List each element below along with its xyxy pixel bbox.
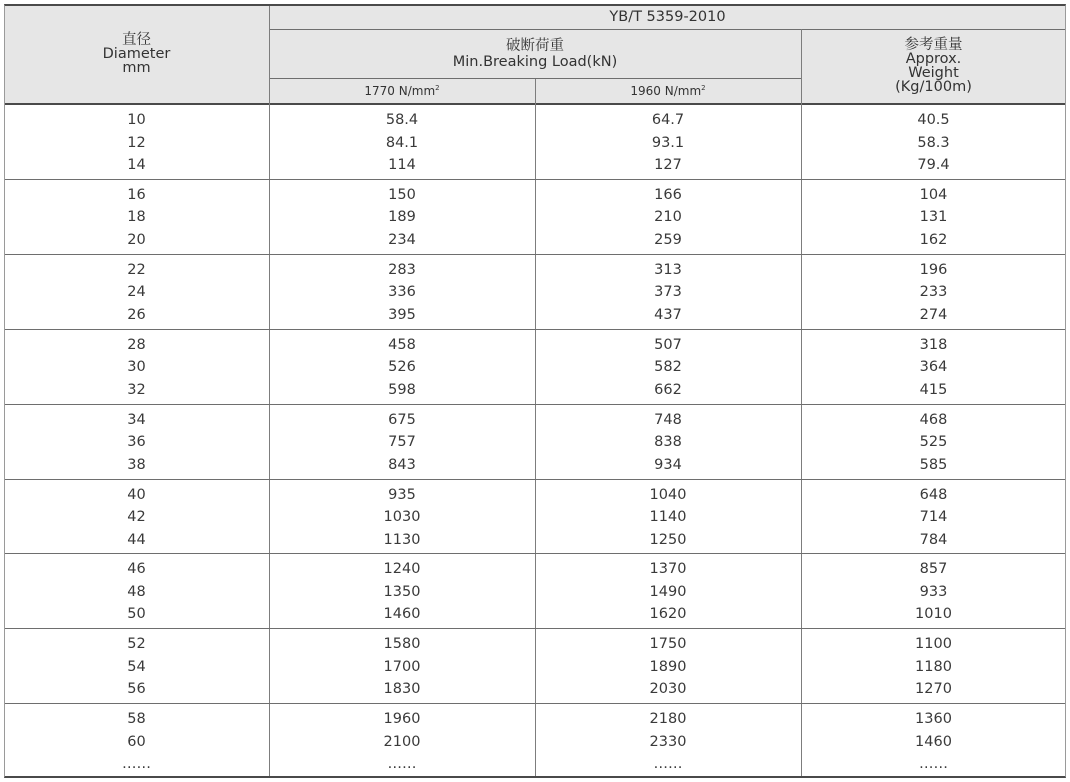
weight-header-en-1: Approx.	[905, 51, 962, 67]
load-1770-cell: 1960	[383, 711, 421, 727]
load-1770-cell: 526	[388, 359, 416, 375]
diameter-cell: 30	[127, 359, 146, 375]
weight-cell: 1270	[915, 681, 952, 697]
diameter-cell: 28	[127, 337, 146, 353]
load-1770-cell: ……	[387, 756, 417, 772]
breaking-load-header-en: Min.Breaking Load(kN)	[452, 54, 618, 70]
load-1960-cell: 1250	[649, 532, 687, 548]
weight-cell: 525	[919, 434, 948, 450]
grade-1770-unit-exponent: 2	[435, 84, 440, 92]
diameter-cell: 24	[127, 284, 146, 300]
load-1770-cell: 1830	[383, 681, 421, 697]
load-1770-cell: 234	[388, 232, 416, 248]
weight-cell: 58.3	[917, 135, 950, 151]
load-1960-cell: 1140	[649, 509, 687, 525]
load-1770-cell: 150	[388, 187, 416, 203]
weight-cell: 79.4	[917, 157, 950, 173]
diameter-cell: 32	[127, 382, 146, 398]
load-1770-cell: 675	[388, 412, 416, 428]
weight-cell: 648	[919, 487, 948, 503]
load-1960-cell: 373	[654, 284, 682, 300]
load-1770-cell: 58.4	[385, 112, 419, 128]
diameter-cell: 14	[127, 157, 146, 173]
diameter-cell: 52	[127, 636, 146, 652]
load-1960-cell: 662	[654, 382, 682, 398]
diameter-header-en: Diameter	[102, 45, 171, 62]
diameter-cell: 20	[127, 232, 146, 248]
load-1960-cell: 210	[654, 209, 682, 225]
standard-code: YB/T 5359-2010	[609, 8, 726, 25]
weight-cell: 415	[919, 382, 948, 398]
grade-1770-label: 1770 N/mm	[364, 84, 436, 98]
load-1770-cell: 843	[388, 457, 416, 473]
weight-cell: 933	[919, 584, 948, 600]
load-1770-cell: 283	[388, 262, 416, 278]
weight-cell: 784	[919, 532, 948, 548]
weight-cell: 196	[919, 262, 948, 278]
load-1770-cell: 189	[388, 209, 416, 225]
load-1960-cell: 259	[654, 232, 682, 248]
load-1770-cell: 458	[388, 337, 416, 353]
weight-cell: 162	[919, 232, 948, 248]
diameter-header-cn: 直径	[121, 31, 151, 48]
diameter-cell: 42	[127, 509, 146, 525]
weight-cell: 1460	[915, 734, 952, 750]
weight-cell: 1180	[915, 659, 952, 675]
load-1770-cell: 336	[388, 284, 416, 300]
weight-header-en-2: Weight	[908, 65, 959, 81]
load-1960-cell: 1620	[649, 606, 687, 622]
weight-cell: 714	[919, 509, 948, 525]
weight-cell: 274	[919, 307, 948, 323]
table-frame	[4, 4, 1066, 778]
load-1770-cell: 757	[388, 434, 416, 450]
diameter-cell: 56	[127, 681, 146, 697]
load-1960-cell: 1370	[649, 561, 687, 577]
diameter-cell: 38	[127, 457, 146, 473]
load-1770-cell: 935	[388, 487, 416, 503]
weight-cell: 1100	[915, 636, 952, 652]
weight-cell: 318	[919, 337, 948, 353]
weight-cell: ……	[919, 756, 948, 772]
grade-1960-label: 1960 N/mm	[630, 84, 702, 98]
diameter-cell: 40	[127, 487, 146, 503]
load-1770-cell: 1030	[383, 509, 421, 525]
diameter-cell: 16	[127, 187, 146, 203]
load-1960-cell: ……	[653, 756, 683, 772]
diameter-cell: 12	[127, 135, 146, 151]
breaking-load-header-cn: 破断荷重	[505, 38, 564, 54]
load-1770-cell: 2100	[383, 734, 421, 750]
diameter-cell: 36	[127, 434, 146, 450]
diameter-cell: 22	[127, 262, 146, 278]
load-1960-cell: 2330	[649, 734, 687, 750]
weight-cell: 233	[919, 284, 948, 300]
load-1960-cell: 507	[654, 337, 682, 353]
diameter-cell: ……	[122, 756, 151, 772]
diameter-cell: 58	[127, 711, 146, 727]
diameter-cell: 54	[127, 659, 146, 675]
load-1960-cell: 437	[654, 307, 682, 323]
load-1770-cell: 395	[388, 307, 416, 323]
diameter-cell: 50	[127, 606, 146, 622]
weight-cell: 104	[919, 187, 948, 203]
load-1770-cell: 1580	[383, 636, 421, 652]
diameter-cell: 10	[127, 112, 146, 128]
load-1960-cell: 934	[654, 457, 682, 473]
weight-cell: 40.5	[917, 112, 950, 128]
load-1960-cell: 1040	[649, 487, 687, 503]
weight-cell: 131	[919, 209, 948, 225]
diameter-cell: 34	[127, 412, 146, 428]
weight-cell: 585	[919, 457, 948, 473]
grade-1960-unit-exponent: 2	[701, 84, 706, 92]
load-1960-cell: 748	[654, 412, 682, 428]
weight-header-cn: 参考重量	[904, 37, 963, 53]
diameter-cell: 44	[127, 532, 146, 548]
load-1960-cell: 127	[654, 157, 682, 173]
diameter-cell: 60	[127, 734, 146, 750]
load-1770-cell: 1130	[383, 532, 421, 548]
load-1770-cell: 84.1	[385, 135, 419, 151]
load-1960-cell: 166	[654, 187, 682, 203]
load-1960-cell: 2030	[649, 681, 687, 697]
weight-cell: 1360	[915, 711, 952, 727]
load-1770-cell: 1700	[383, 659, 421, 675]
load-1960-cell: 838	[654, 434, 682, 450]
load-1960-cell: 1890	[649, 659, 687, 675]
load-1960-cell: 1750	[649, 636, 687, 652]
load-1770-cell: 1240	[383, 561, 421, 577]
diameter-header-unit: mm	[122, 59, 151, 76]
diameter-cell: 46	[127, 561, 146, 577]
diameter-cell: 26	[127, 307, 146, 323]
load-1960-cell: 582	[654, 359, 682, 375]
diameter-cell: 18	[127, 209, 146, 225]
load-1960-cell: 93.1	[651, 135, 685, 151]
load-1960-cell: 1490	[649, 584, 687, 600]
load-1770-cell: 114	[388, 157, 416, 173]
weight-cell: 1010	[915, 606, 952, 622]
load-1770-cell: 1350	[383, 584, 421, 600]
weight-cell: 468	[919, 412, 948, 428]
weight-cell: 364	[919, 359, 948, 375]
weight-cell: 857	[919, 561, 948, 577]
weight-header-unit: (Kg/100m)	[895, 79, 972, 95]
load-1960-cell: 313	[654, 262, 682, 278]
rope-spec-table	[4, 4, 1066, 780]
load-1770-cell: 598	[388, 382, 416, 398]
diameter-cell: 48	[127, 584, 146, 600]
load-1960-cell: 64.7	[651, 112, 685, 128]
load-1770-cell: 1460	[383, 606, 421, 622]
load-1960-cell: 2180	[649, 711, 687, 727]
